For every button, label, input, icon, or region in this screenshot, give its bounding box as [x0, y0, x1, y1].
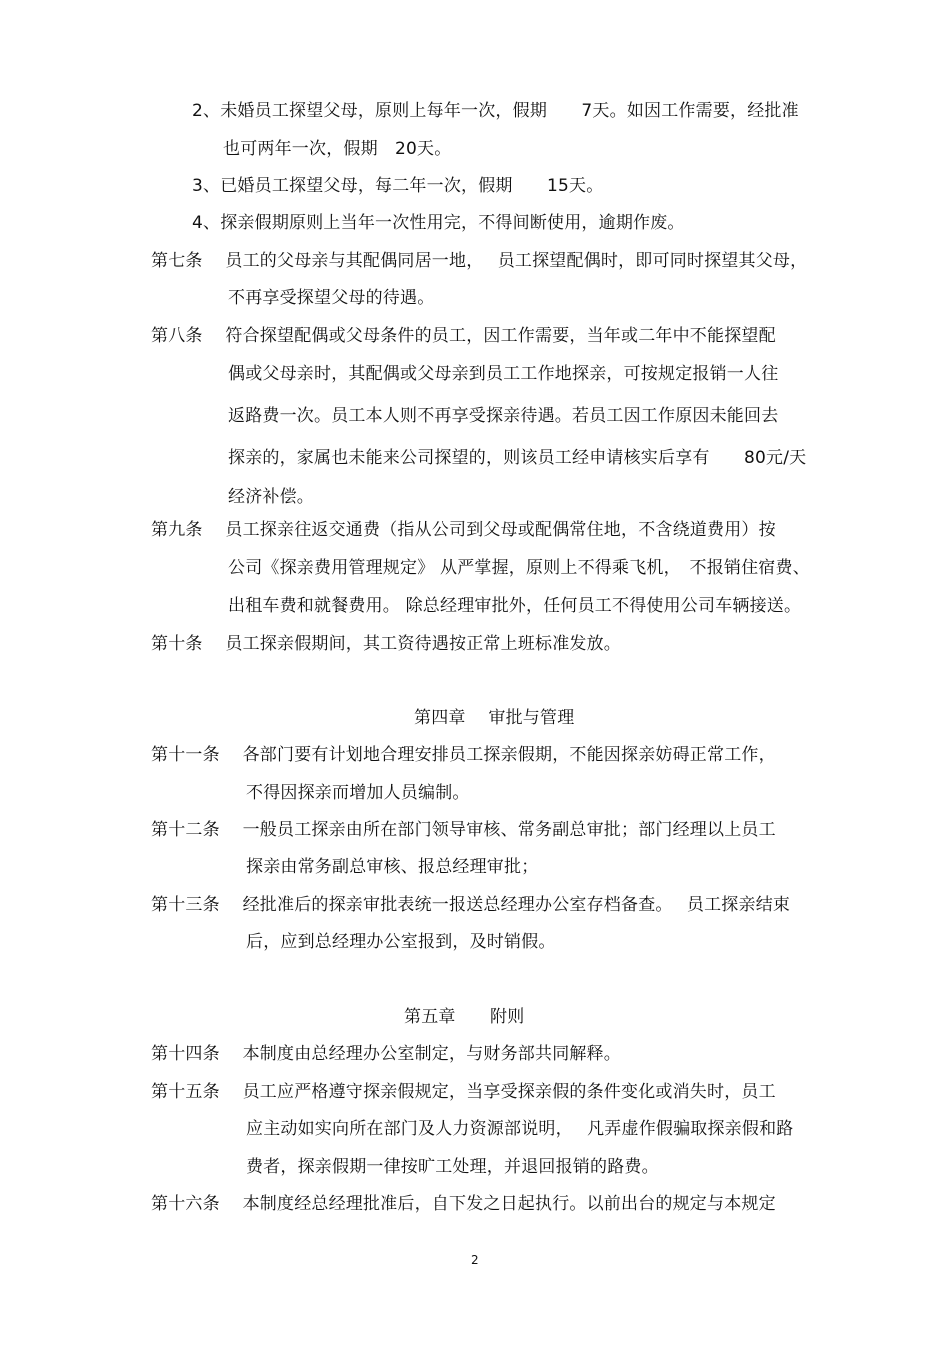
article-9-cont-2: 出租车费和就餐费用。 除总经理审批外，任何员工不得使用公司车辆接送。	[228, 596, 802, 616]
article-9-cont-1: 公司《探亲费用管理规定》 从严掌握，原则上不得乘飞机， 不报销住宿费、	[228, 558, 810, 578]
article-12-cont: 探亲由常务副总审核、报总经理审批；	[246, 857, 539, 877]
article-12: 第十二条 一般员工探亲由所在部门领导审核、常务副总审批；部门经理以上员工	[151, 820, 776, 840]
article-13: 第十三条 经批准后的探亲审批表统一报送总经理办公室存档备查。 员工探亲结束	[151, 895, 791, 915]
list-item-4: 4、探亲假期原则上当年一次性用完，不得间断使用，逾期作废。	[192, 213, 685, 233]
article-8-cont-1: 偶或父母亲时，其配偶或父母亲到员工工作地探亲，可按规定报销一人往	[228, 364, 779, 384]
chapter-5-heading: 第五章 附则	[404, 1007, 525, 1027]
article-10: 第十条 员工探亲假期间，其工资待遇按正常上班标准发放。	[151, 634, 622, 654]
article-13-cont: 后，应到总经理办公室报到，及时销假。	[246, 932, 556, 952]
article-7-cont: 不再享受探望父母的待遇。	[228, 288, 435, 308]
article-9: 第九条 员工探亲往返交通费（指从公司到父母或配偶常住地，不含绕道费用）按	[151, 520, 776, 540]
chapter-4-heading: 第四章 审批与管理	[414, 708, 575, 728]
article-8-cont-3: 探亲的，家属也未能来公司探望的，则该员工经申请核实后享有 80元/天	[228, 448, 807, 468]
article-7: 第七条 员工的父母亲与其配偶同居一地， 员工探望配偶时，即可同时探望其父母，	[151, 251, 808, 271]
article-15-cont-1: 应主动如实向所在部门及人力资源部说明， 凡弄虚作假骗取探亲假和路	[246, 1119, 794, 1139]
list-item-3: 3、已婚员工探望父母，每二年一次，假期 15天。	[192, 176, 604, 196]
article-8-cont-4: 经济补偿。	[228, 487, 314, 507]
list-item-2-cont: 也可两年一次，假期 20天。	[223, 139, 452, 159]
article-11-cont: 不得因探亲而增加人员编制。	[246, 783, 470, 803]
article-15-cont-2: 费者，探亲假期一律按旷工处理，并退回报销的路费。	[246, 1157, 659, 1177]
page-number: 2	[471, 1253, 479, 1267]
article-11: 第十一条 各部门要有计划地合理安排员工探亲假期，不能因探亲妨碍正常工作，	[151, 745, 776, 765]
article-8: 第八条 符合探望配偶或父母条件的员工，因工作需要，当年或二年中不能探望配	[151, 326, 776, 346]
article-15: 第十五条 员工应严格遵守探亲假规定，当享受探亲假的条件变化或消失时，员工	[151, 1082, 776, 1102]
article-14: 第十四条 本制度由总经理办公室制定，与财务部共同解释。	[151, 1044, 622, 1064]
list-item-2: 2、未婚员工探望父母，原则上每年一次，假期 7天。如因工作需要，经批准	[192, 101, 799, 121]
article-16: 第十六条 本制度经总经理批准后，自下发之日起执行。以前出台的规定与本规定	[151, 1194, 776, 1214]
article-8-cont-2: 返路费一次。员工本人则不再享受探亲待遇。若员工因工作原因未能回去	[228, 406, 779, 426]
